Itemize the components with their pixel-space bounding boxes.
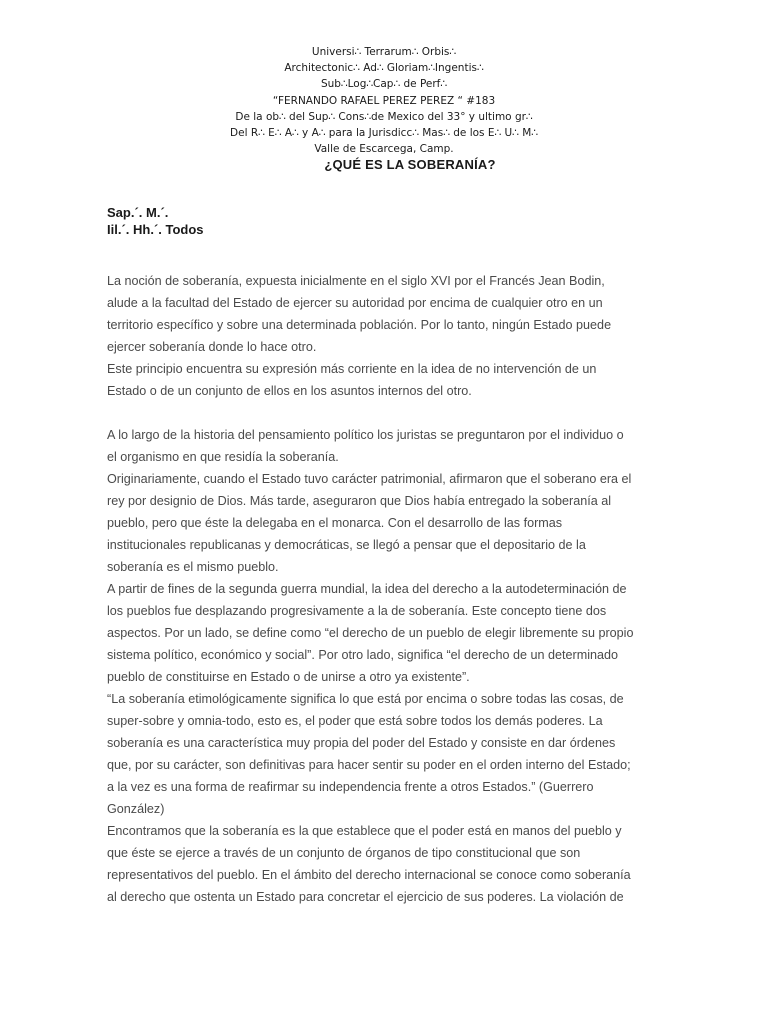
body-line: al derecho que ostenta un Estado para concretar el ejercicio de sus poderes. La violación de <box>107 890 624 904</box>
body-line: ejercer soberanía donde lo hace otro. <box>107 340 317 354</box>
body-line: González) <box>107 802 165 816</box>
body-line: el organismo en que residía la soberanía. <box>107 450 339 464</box>
paragraph-break <box>107 402 667 424</box>
body-line: Estado o de un conjunto de ellos en los asuntos internos del otro. <box>107 384 472 398</box>
body-line: soberanía es una característica muy propia del poder del Estado y consiste en dar órdenes <box>107 736 616 750</box>
salutation-line: Iil.´. Hh.´. Todos <box>107 221 204 237</box>
body-line: A lo largo de la historia del pensamiento político los juristas se preguntaron por el individuo o <box>107 428 624 442</box>
body-line: super-sobre y omnia-todo, esto es, el poder que está sobre todos los demás poderes. La <box>107 714 603 728</box>
header-line: Universi∴ Terrarum∴ Orbis∴ <box>311 46 457 58</box>
lodge-header <box>0 44 768 157</box>
salutation-line: Sap.´. M.´. <box>107 205 169 220</box>
body-line: “La soberanía etimológicamente significa lo que está por encima o sobre todas las cosas, de <box>107 692 624 706</box>
body-line: representativos del pueblo. En el ámbito del derecho internacional se conoce como soberanía <box>107 868 631 882</box>
salutation <box>107 205 204 238</box>
document-title: ¿QUÉ ES LA SOBERANÍA? <box>324 157 496 172</box>
body-line: alude a la facultad del Estado de ejercer su autoridad por encima de cualquier otro en un <box>107 296 603 310</box>
body-line: sistema político, económico y social”. Por otro lado, significa “el derecho de un determinado <box>107 648 619 662</box>
body-line: pueblo, pero que éste la delegaba en el monarca. Con el desarrollo de las formas <box>107 516 563 530</box>
header-line: Architectonic∴ Ad∴ Gloriam∴Ingentis∴ <box>284 62 484 75</box>
body-line: Encontramos que la soberanía es la que establece que el poder está en manos del pueblo y <box>107 824 622 838</box>
body-line: La noción de soberanía, expuesta inicialmente en el siglo XVI por el Francés Jean Bodin, <box>107 274 605 288</box>
header-line: De la ob∴ del Sup∴ Cons∴de Mexico del 33° y ultimo gr∴ <box>235 110 533 123</box>
body-line: aspectos. Por un lado, se define como “el derecho de un pueblo de elegir libremente su propio <box>107 626 634 640</box>
body-line: que éste se ejerce a través de un conjunto de órganos de tipo constitucional que son <box>107 846 581 860</box>
body-line: Originariamente, cuando el Estado tuvo carácter patrimonial, afirmaron que el soberano era el <box>107 472 632 486</box>
header-line: Del R∴ E∴ A∴ y A∴ para la Jurisdicc∴ Mas∴ de los E∴ U∴ M∴ <box>230 127 538 140</box>
body-line: pueblo de constituirse en Estado o de unirse a otro ya existente”. <box>107 670 470 684</box>
header-line: Valle de Escarcega, Camp. <box>314 143 454 156</box>
header-line: Sub∴Log∴Cap∴ de Perf∴ <box>320 78 448 91</box>
body-line: institucionales republicanas y democráticas, se llegó a pensar que el depositario de la <box>107 538 586 552</box>
body-text <box>107 270 667 908</box>
body-line: los pueblos fue desplazando progresivamente a la de soberanía. Este concepto tiene dos <box>107 604 607 618</box>
body-line: territorio específico y sobre una determinada población. Por lo tanto, ningún Estado puede <box>107 318 612 332</box>
body-line: A partir de fines de la segunda guerra mundial, la idea del derecho a la autodeterminación de <box>107 582 627 596</box>
body-line: que, por su carácter, son definitivas para hacer sentir su poder en el orden interno del Estado; <box>107 758 631 772</box>
body-line: soberanía es el mismo pueblo. <box>107 560 279 574</box>
body-line: rey por designio de Dios. Más tarde, aseguraron que Dios había entregado la soberanía al <box>107 494 612 508</box>
header-line: “FERNANDO RAFAEL PEREZ PEREZ “ #183 <box>272 94 496 107</box>
body-line: Este principio encuentra su expresión más corriente en la idea de no intervención de un <box>107 362 597 376</box>
body-line: a la vez es una forma de reafirmar su independencia frente a otros Estados.” (Guerrero <box>107 780 594 794</box>
